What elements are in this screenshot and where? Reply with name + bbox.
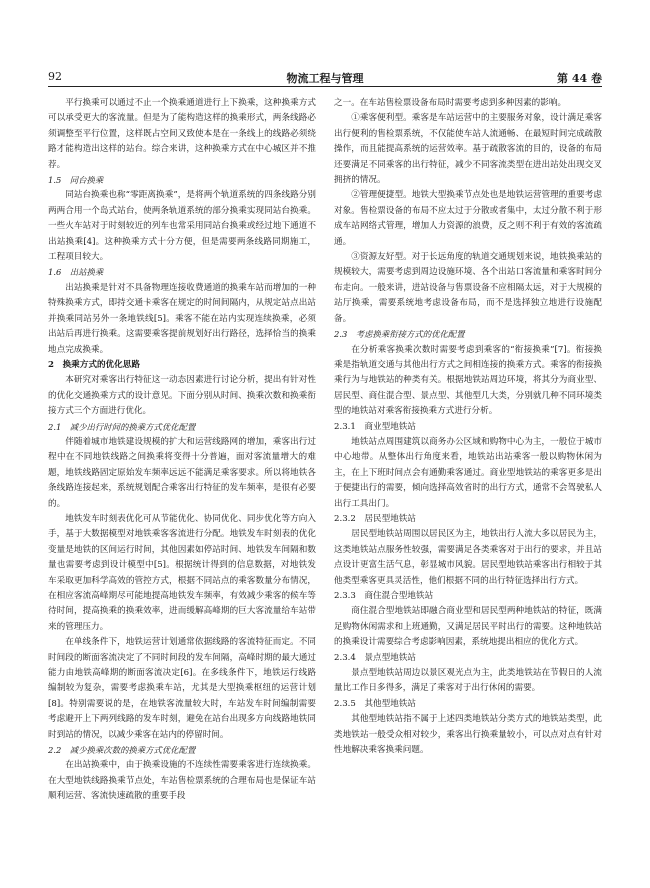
journal-title: 物流工程与管理: [286, 72, 364, 85]
paragraph: ①乘客便利型。乘客是车站运营中的主要服务对象，设计满足乘客出行便利的售检票系统，不仅能使车站人流通畅、在最短时间完成疏散操作，而且能提高系统的运营效率。基于疏散客流的目的，设备的布局还要满足不同乘客的出行特征，减少不同客流类型在进出站处出现交叉拥挤的情况。: [334, 113, 602, 186]
subsection-heading: 2.3.3 商住混合型地铁站: [334, 591, 434, 601]
paragraph: 在分析乘客换乘次数时需要考虑到乘客的“衔接换乘”[7]。衔接换乘是指轨道交通与其他出行方式之间相连接的换乘方式。乘客的衔接换乘行为与地铁站的种类有关。根据地铁站周边环境，将其分为商业型、居民型、商住混合型、景点型、其他型几大类，分别就几种不同环境类型的地铁站对乘客衔接换乘方式进行分析。: [334, 344, 602, 417]
paragraph: 在单线条件下，地铁运营计划通常依据线路的客流特征而定。不同时间段的断面客流决定了不同时间段的发车间隔，高峰时期的最大通过能力由地铁高峰期的断面客流决定[6]。在多线条件下，地铁运行线路编制较为复杂，需要考虑换乘车站，尤其是大型换乘枢纽的运营计划[8]。特别需要说的是，在地铁客流量较大时，车站发车时间编制需要考虑避开上下两列线路的发车时刻，避免在站台出现多方向线路地铁同时到站的情况，以减少乘客在站内的停留时间。: [48, 637, 316, 740]
subsection-heading: 2.1 减少出行时间的换乘方式优化配置: [48, 421, 196, 432]
subsection-heading: 2.3.2 居民型地铁站: [334, 513, 417, 524]
paragraph: 地铁站点周围建筑以商务办公区域和购物中心为主，一般位于城市中心地带。从整体出行角度来看，地铁站出站乘客一般以购物休闲为主，在上下班时间点会有通勤乘客通过。商业型地铁站的乘客更多是出于便捷出行的需要，倾向选择高效省时的出行方式，通常不会驾驶私人出行工具出门。: [334, 436, 602, 509]
page-header: [48, 68, 602, 87]
paragraph: 在出站换乘中，由于换乘设施的不连续性需要乘客进行连续换乘。在大型地铁线路换乘节点处，车站售检票系统的合理布局也是保证车站顺利运营、客流快速疏散的重要手段: [48, 760, 316, 802]
left-column: [48, 96, 316, 856]
subsection-heading: 2.3.4 景点型地铁站: [334, 652, 417, 663]
paragraph: 出站换乘是针对不具备物理连接收费通道的换乘车站而增加的一种特殊换乘方式，即持交通卡乘客在规定的时间间隔内，从规定站点出站并换乘同站另外一条地铁线[5]。乘客不能在站内实现连续换乘，必须出站后再进行换乘。这需要乘客提前规划好出行路径，选择恰当的换乘地点完成换乘。: [48, 282, 316, 355]
subsection-heading: 1.5 同台换乘: [48, 175, 104, 186]
paragraph: 商住混合型地铁站即融合商业型和居民型两种地铁站的特征，既满足购物休闲需求和上班通勤，又满足居民平时出行的需要。这种地铁站的换乘设计需要综合考虑影响因素，系统地提出相应的优化方式。: [334, 606, 602, 648]
paragraph: 景点型地铁站周边以景区观光点为主，此类地铁站在节假日的人流量比工作日多得多，满足了乘客对于出行休闲的需要。: [334, 668, 602, 694]
paragraph: 同站台换乘也称“零距离换乘”，是将两个轨道系统的四条线路分别两两合用一个岛式站台，使两条轨道系统的部分换乘实现同站台换乘。一些火车站对于时刻较近的列车也常采用同站台换乘或经过地下通道不出站换乘[4]。这种换乘方式十分方便，但是需要两条线路同期施工，工程项目较大。: [48, 190, 316, 263]
subsection-heading: 2.3.1 商业型地铁站: [334, 421, 417, 432]
paragraph: ③资源友好型。对于长远角度的轨道交通规划来说，地铁换乘站的规模较大，需要考虑到周边设施环境、各个出站口客流量和乘客时间分布走向。一般来讲，进站设备与售票设备不应相隔太远，对于大规模的站厅换乘，需要系统地考虑设备布局，而不是选择独立地进行设施配备。: [334, 252, 602, 324]
paragraph: 本研究对乘客出行特征这一动态因素进行讨论分析，提出有针对性的优化交通换乘方式的设计意见。下面分别从时间、换乘次数和换乘衔接方式三个方面进行优化。: [48, 375, 316, 417]
right-column: [334, 96, 602, 856]
subsection-heading: 1.6 出站换乘: [48, 267, 104, 278]
paragraph: 其他型地铁站指不属于上述四类地铁站分类方式的地铁站类型，此类地铁站一般受众相对较少，乘客出行换乘量较小，可以点对点有针对性地解决乘客换乘问题。: [334, 714, 602, 756]
subsection-heading: 2.3.5 其他型地铁站: [334, 698, 417, 709]
paragraph: 之一。在车站售检票设备布局时需要考虑到多种因素的影响。: [334, 98, 567, 108]
paragraph: 伴随着城市地铁建设规模的扩大和运营线路网的增加，乘客出行过程中在不同地铁线路之间换乘将变得十分普遍，面对客流量增大的难题，地铁线路固定原始发车频率远远不能满足乘客要求。所以将地铁各条线路连接起来，系统规划配合乘客出行特征的发车频率，是很有必要的。: [48, 436, 316, 509]
paragraph: 居民型地铁站周围以居民区为主，地铁出行人流大多以居民为主，这类地铁站点服务性较强，需要满足各类乘客对于出行的要求，并且站点设计更富生活气息，彰显城市风貌。居民型地铁站乘客出行相较于其他类型乘客更具灵活性，他们根据不同的出行特征选择出行方式。: [334, 529, 602, 586]
page-number: 92: [48, 70, 62, 83]
paragraph: ②管理便捷型。地铁大型换乘节点处也是地铁运营管理的重要考虑对象。售检票设备的布局不应太过于分散或者集中，太过分散不利于形成车站网络式管理，增加人力资源的浪费，反之则不利于有效的客流疏通。: [334, 190, 602, 247]
subsection-heading: 2.2 减少换乘次数的换乘方式优化配置: [48, 745, 196, 756]
subsection-heading: 2.3 考虑换乘衔接方式的优化配置: [334, 329, 465, 340]
paragraph: 平行换乘可以通过不止一个换乘通道进行上下换乘，这种换乘方式可以承受更大的客流量。但是为了能构造这样的换乘形式，两条线路必须调整至平行位置，这样既占空间又致使本是在一条线上的线路必须绕路才能构造出这样的站台。综合来讲，这种换乘方式在中心城区并不推荐。: [48, 98, 316, 170]
volume-label: 第 44 卷: [557, 72, 602, 85]
paragraph: 地铁发车时刻表优化可从节能优化、协同优化、同步优化等方向入手，基于大数据模型对地铁乘客客流进行分配。地铁发车时刻表的优化变量是地铁的区间运行时间，其他因素如停站时间、地铁发车间隔和数量也需要考虑到设计模型中[5]。根据统计得到的信息数据，对地铁发车采取更加科学高效的管控方式，根据不同站点的乘客数量分布情况，在相应客流高峰期尽可能地提高地铁发车频率，有效减少乘客的候车等待时间，提高换乘的换乘效率，进而缓解高峰期的巨大客流量给车站带来的管理压力。: [48, 513, 316, 632]
section-heading: 2 换乘方式的优化思路: [48, 359, 140, 370]
